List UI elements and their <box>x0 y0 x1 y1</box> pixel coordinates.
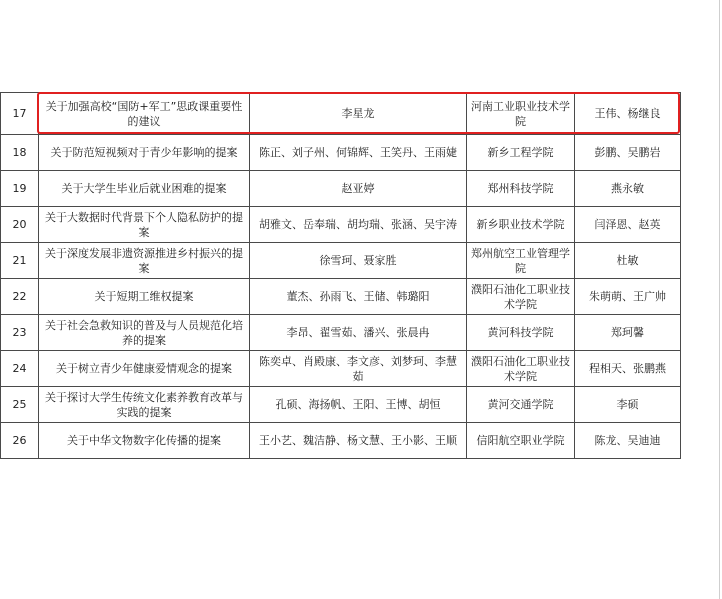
proposal-school: 黄河科技学院 <box>467 315 575 351</box>
table-row <box>1 243 681 279</box>
row-number: 18 <box>1 135 39 171</box>
proposal-advisors: 王伟、杨继良 <box>575 93 681 135</box>
proposal-advisors: 朱萌萌、王广帅 <box>575 279 681 315</box>
proposal-school: 濮阳石油化工职业技术学院 <box>467 351 575 387</box>
table-row <box>1 135 681 171</box>
table-row <box>1 93 681 135</box>
proposal-advisors: 程相天、张鹏燕 <box>575 351 681 387</box>
proposal-school: 信阳航空职业学院 <box>467 423 575 459</box>
row-number: 21 <box>1 243 39 279</box>
row-number: 23 <box>1 315 39 351</box>
proposal-school: 新乡职业技术学院 <box>467 207 575 243</box>
row-number: 17 <box>1 93 39 135</box>
proposal-title: 关于深度发展非遗资源推进乡村振兴的提案 <box>39 243 250 279</box>
proposal-advisors: 闫泽恩、赵英 <box>575 207 681 243</box>
page-edge-divider <box>719 0 720 599</box>
proposal-authors: 赵亚婷 <box>250 171 467 207</box>
proposal-school: 河南工业职业技术学院 <box>467 93 575 135</box>
proposal-table <box>0 92 681 459</box>
table-row <box>1 315 681 351</box>
proposal-title: 关于树立青少年健康爱情观念的提案 <box>39 351 250 387</box>
proposal-authors: 胡雅文、岳奉瑞、胡均瑞、张涵、吴宇涛 <box>250 207 467 243</box>
proposal-school: 濮阳石油化工职业技术学院 <box>467 279 575 315</box>
proposal-authors: 徐雪珂、聂家胜 <box>250 243 467 279</box>
proposal-school: 新乡工程学院 <box>467 135 575 171</box>
table-row <box>1 387 681 423</box>
proposal-authors: 孔硕、海扬帆、王阳、王博、胡恒 <box>250 387 467 423</box>
proposal-authors: 董杰、孙雨飞、王储、韩璐阳 <box>250 279 467 315</box>
proposal-authors: 李星龙 <box>250 93 467 135</box>
table-row <box>1 279 681 315</box>
proposal-title: 关于短期工维权提案 <box>39 279 250 315</box>
proposal-advisors: 杜敏 <box>575 243 681 279</box>
proposal-title: 关于社会急救知识的普及与人员规范化培养的提案 <box>39 315 250 351</box>
proposal-authors: 陈奕卓、肖殿康、李文彦、刘梦珂、李慧茹 <box>250 351 467 387</box>
row-number: 22 <box>1 279 39 315</box>
proposal-title: 关于防范短视频对于青少年影响的提案 <box>39 135 250 171</box>
row-number: 24 <box>1 351 39 387</box>
proposal-authors: 陈正、刘子州、何锦辉、王笑丹、王雨婕 <box>250 135 467 171</box>
proposal-advisors: 李硕 <box>575 387 681 423</box>
proposal-title: 关于加强高校“国防+军工”思政课重要性的建议 <box>39 93 250 135</box>
proposal-school: 郑州科技学院 <box>467 171 575 207</box>
proposal-title: 关于大学生毕业后就业困难的提案 <box>39 171 250 207</box>
row-number: 19 <box>1 171 39 207</box>
proposal-authors: 王小艺、魏洁静、杨文慧、王小影、王顺 <box>250 423 467 459</box>
proposal-advisors: 郑珂馨 <box>575 315 681 351</box>
proposal-authors: 李昂、翟雪茹、潘兴、张晨冉 <box>250 315 467 351</box>
table-row <box>1 423 681 459</box>
proposal-title: 关于中华文物数字化传播的提案 <box>39 423 250 459</box>
table-row <box>1 207 681 243</box>
proposal-school: 黄河交通学院 <box>467 387 575 423</box>
row-number: 26 <box>1 423 39 459</box>
proposal-title: 关于探讨大学生传统文化素养教育改革与实践的提案 <box>39 387 250 423</box>
proposal-advisors: 陈龙、吴迪迪 <box>575 423 681 459</box>
row-number: 25 <box>1 387 39 423</box>
proposal-advisors: 彭鹏、吴鹏岩 <box>575 135 681 171</box>
proposal-title: 关于大数据时代背景下个人隐私防护的提案 <box>39 207 250 243</box>
table-row <box>1 171 681 207</box>
proposal-school: 郑州航空工业管理学院 <box>467 243 575 279</box>
row-number: 20 <box>1 207 39 243</box>
proposal-advisors: 燕永敏 <box>575 171 681 207</box>
table-row <box>1 351 681 387</box>
